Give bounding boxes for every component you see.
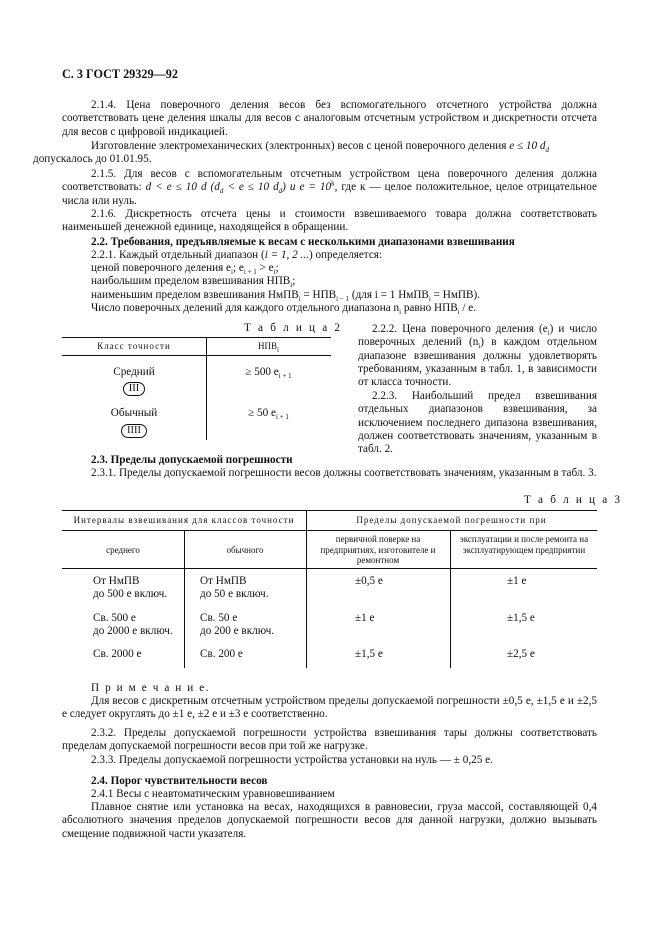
- table-3-cell: От НмПВ: [93, 575, 140, 587]
- note-text: Для весов с дискретным отсчетным устройством пределы допускаемой погрешности ±0,5 e, ±1,5 e и ±2,5 e следует округлять до ±1 e, ±2 e и ±3 e соответственно.: [62, 695, 597, 721]
- table-3-cell: От НмПВ: [200, 575, 247, 587]
- section-2-4-title: 2.4. Порог чувствительности весов: [91, 775, 268, 787]
- table-3-cell: Св. 500 e: [93, 612, 136, 624]
- paragraph-2-4-1: 2.4.1 Весы с неавтоматическим уравновешиванием: [91, 788, 335, 800]
- table-2-row-value: ≥ 500 $e_{i + 1}$: [245, 366, 292, 381]
- paragraph-2-1-6: 2.1.6. Дискретность отсчета цены и стоимости взвешиваемого товара должна соответствовать наименьшей денежной единице, находящейся в обращении.: [62, 208, 597, 234]
- table-2-row-name: Обычный: [110, 407, 158, 419]
- paragraph-2-2-3: 2.2.3. Наибольший предел взвешивания отдельных диапазонов взвешивания, за исключением последнего дипазона взвешивания, должен соответствовать значениям, указанным в табл. 2.: [358, 390, 597, 456]
- table-3-cell: до 50 e включ.: [200, 588, 269, 600]
- table-3-cell: до 200 e включ.: [200, 625, 275, 637]
- table-3-cell: Св. 200 e: [200, 648, 243, 660]
- table-2-row-value: ≥ 50 $e_{i + 1}$: [248, 407, 289, 422]
- range-line-3: наименьшим пределом взвешивания НмПВ$_i$ = $НПВ_{i - 1}$ (для i = 1 НмПВ$_i$ = НмПВ).: [91, 288, 480, 303]
- paragraph-2-3-1: 2.3.1. Пределы допускаемой погрешности весов должны соответствовать значениям, указанным в табл. 3.: [91, 467, 597, 479]
- table-3-caption: Т а б л и ц а 3: [524, 494, 623, 506]
- range-line-2: наибольшим пределом взвешивания $НПВ_i$;: [91, 275, 296, 290]
- table-3-header-ordinary: обычного: [226, 545, 264, 555]
- range-line-4: Число поверочных делений для каждого отдельного диапазона $n_i$ равно $НПВ_i$ / e.: [91, 301, 477, 317]
- range-line-1: ценой поверочного деления $e_i$; $e_{i + 1} > e_i$;: [91, 262, 279, 277]
- paragraph-2-2-1: 2.2.1. Каждый отдельный диапазон (i = 1, 2 ...) определяется:: [91, 249, 383, 261]
- note-title: П р и м е ч а н и е.: [91, 682, 211, 694]
- table-3-cell: ±1 e: [355, 612, 375, 624]
- table-3-header-limits: Пределы допускаемой погрешности при: [356, 515, 547, 525]
- table-2-caption: Т а б л и ц а 2: [244, 322, 343, 334]
- paragraph-2-1-4: 2.1.4. Цена поверочного деления весов без вспомогательного отсчетного устройства должна соответствовать цене деления шкалы для весов с аналоговым отсчетным устройством и дискретности отсчета для весов с цифровой индикацией.: [62, 99, 597, 138]
- table-3-cell: ±1 e: [507, 575, 527, 587]
- section-2-3-title: 2.3. Пределы допускаемой погрешности: [91, 454, 293, 466]
- table-3-header-intervals: Интервалы взвешивания для классов точности: [73, 515, 295, 525]
- paragraph-2-2-2: 2.2.2. Цена поверочного деления $(e_i)$ и число поверочных делений $(n_i)$ в каждом отдельном диапазоне взвешивания должны удовлетворять требованиям, указанным в табл. 1, в зависимости от класса точности.: [358, 323, 597, 389]
- table-3-header-medium: среднего: [106, 545, 140, 555]
- table-3-cell: Св. 2000 e: [93, 648, 142, 660]
- table-3-cell: Св. 50 e: [200, 612, 238, 624]
- paragraph-2-3-2: 2.3.2. Пределы допускаемой погрешности устройства взвешивания тары должны соответствовать пределам допускаемой погрешности весов при той же нагрузке.: [62, 727, 597, 753]
- table-3-cell: до 2000 e включ.: [93, 625, 173, 637]
- paragraph-2-3-3: 2.3.3. Пределы допускаемой погрешности устройства установки на нуль — ± 0,25 e.: [91, 754, 493, 766]
- paragraph-2-1-4-note: Изготовление электромеханических (электронных) весов с ценой поверочного деления e ≤ 10 $d_d$ допускалось до 01.01.95.: [33, 140, 550, 166]
- table-2-header-npv: $НПВ_i$: [258, 341, 279, 354]
- paragraph-2-1-5: 2.1.5. Для весов с вспомогательным отсчетным устройством цена поверочного деления должна соответствовать: d < e ≤ 10 d ($d_d < e \le 10$ $d_d$) и $e = 10^k$, где к — целое положительное, целое отрицательное числа или нуль.: [62, 168, 597, 207]
- accuracy-mark-iiii: IIII: [62, 424, 206, 438]
- section-2-2-title: 2.2. Требования, предъявляемые к весам с несколькими диапазонами взвешивания: [91, 236, 515, 248]
- range-definitions: [91, 262, 596, 315]
- table-3-header-operation: эксплуатации и после ремонта на эксплуатирующем предприятии: [459, 534, 589, 555]
- table-2-row-name: Средний: [113, 366, 155, 378]
- paragraph-2-4-1-text: Плавное снятие или установка на весах, находящихся в равновесии, груза массой, составляющей 0,4 абсолютного значения пределов допускаемой погрешности весов для данной нагрузки, должно вызывать смещение подвижной части указателя.: [62, 801, 597, 840]
- table-3-cell: до 500 e включ.: [93, 588, 168, 600]
- table-2-header-class: Класс точности: [97, 341, 171, 351]
- table-3-cell: ±2,5 e: [507, 648, 535, 660]
- page-header: С. 3 ГОСТ 29329—92: [62, 67, 178, 81]
- accuracy-mark-iii: III: [62, 382, 206, 396]
- table-3-header-initial: первичной поверке на предприятиях, изготовителе и ремонтном: [320, 534, 436, 565]
- table-3-cell: ±0,5 e: [355, 575, 383, 587]
- table-3-cell: ±1,5 e: [507, 612, 535, 624]
- table-3-cell: ±1,5 e: [355, 648, 383, 660]
